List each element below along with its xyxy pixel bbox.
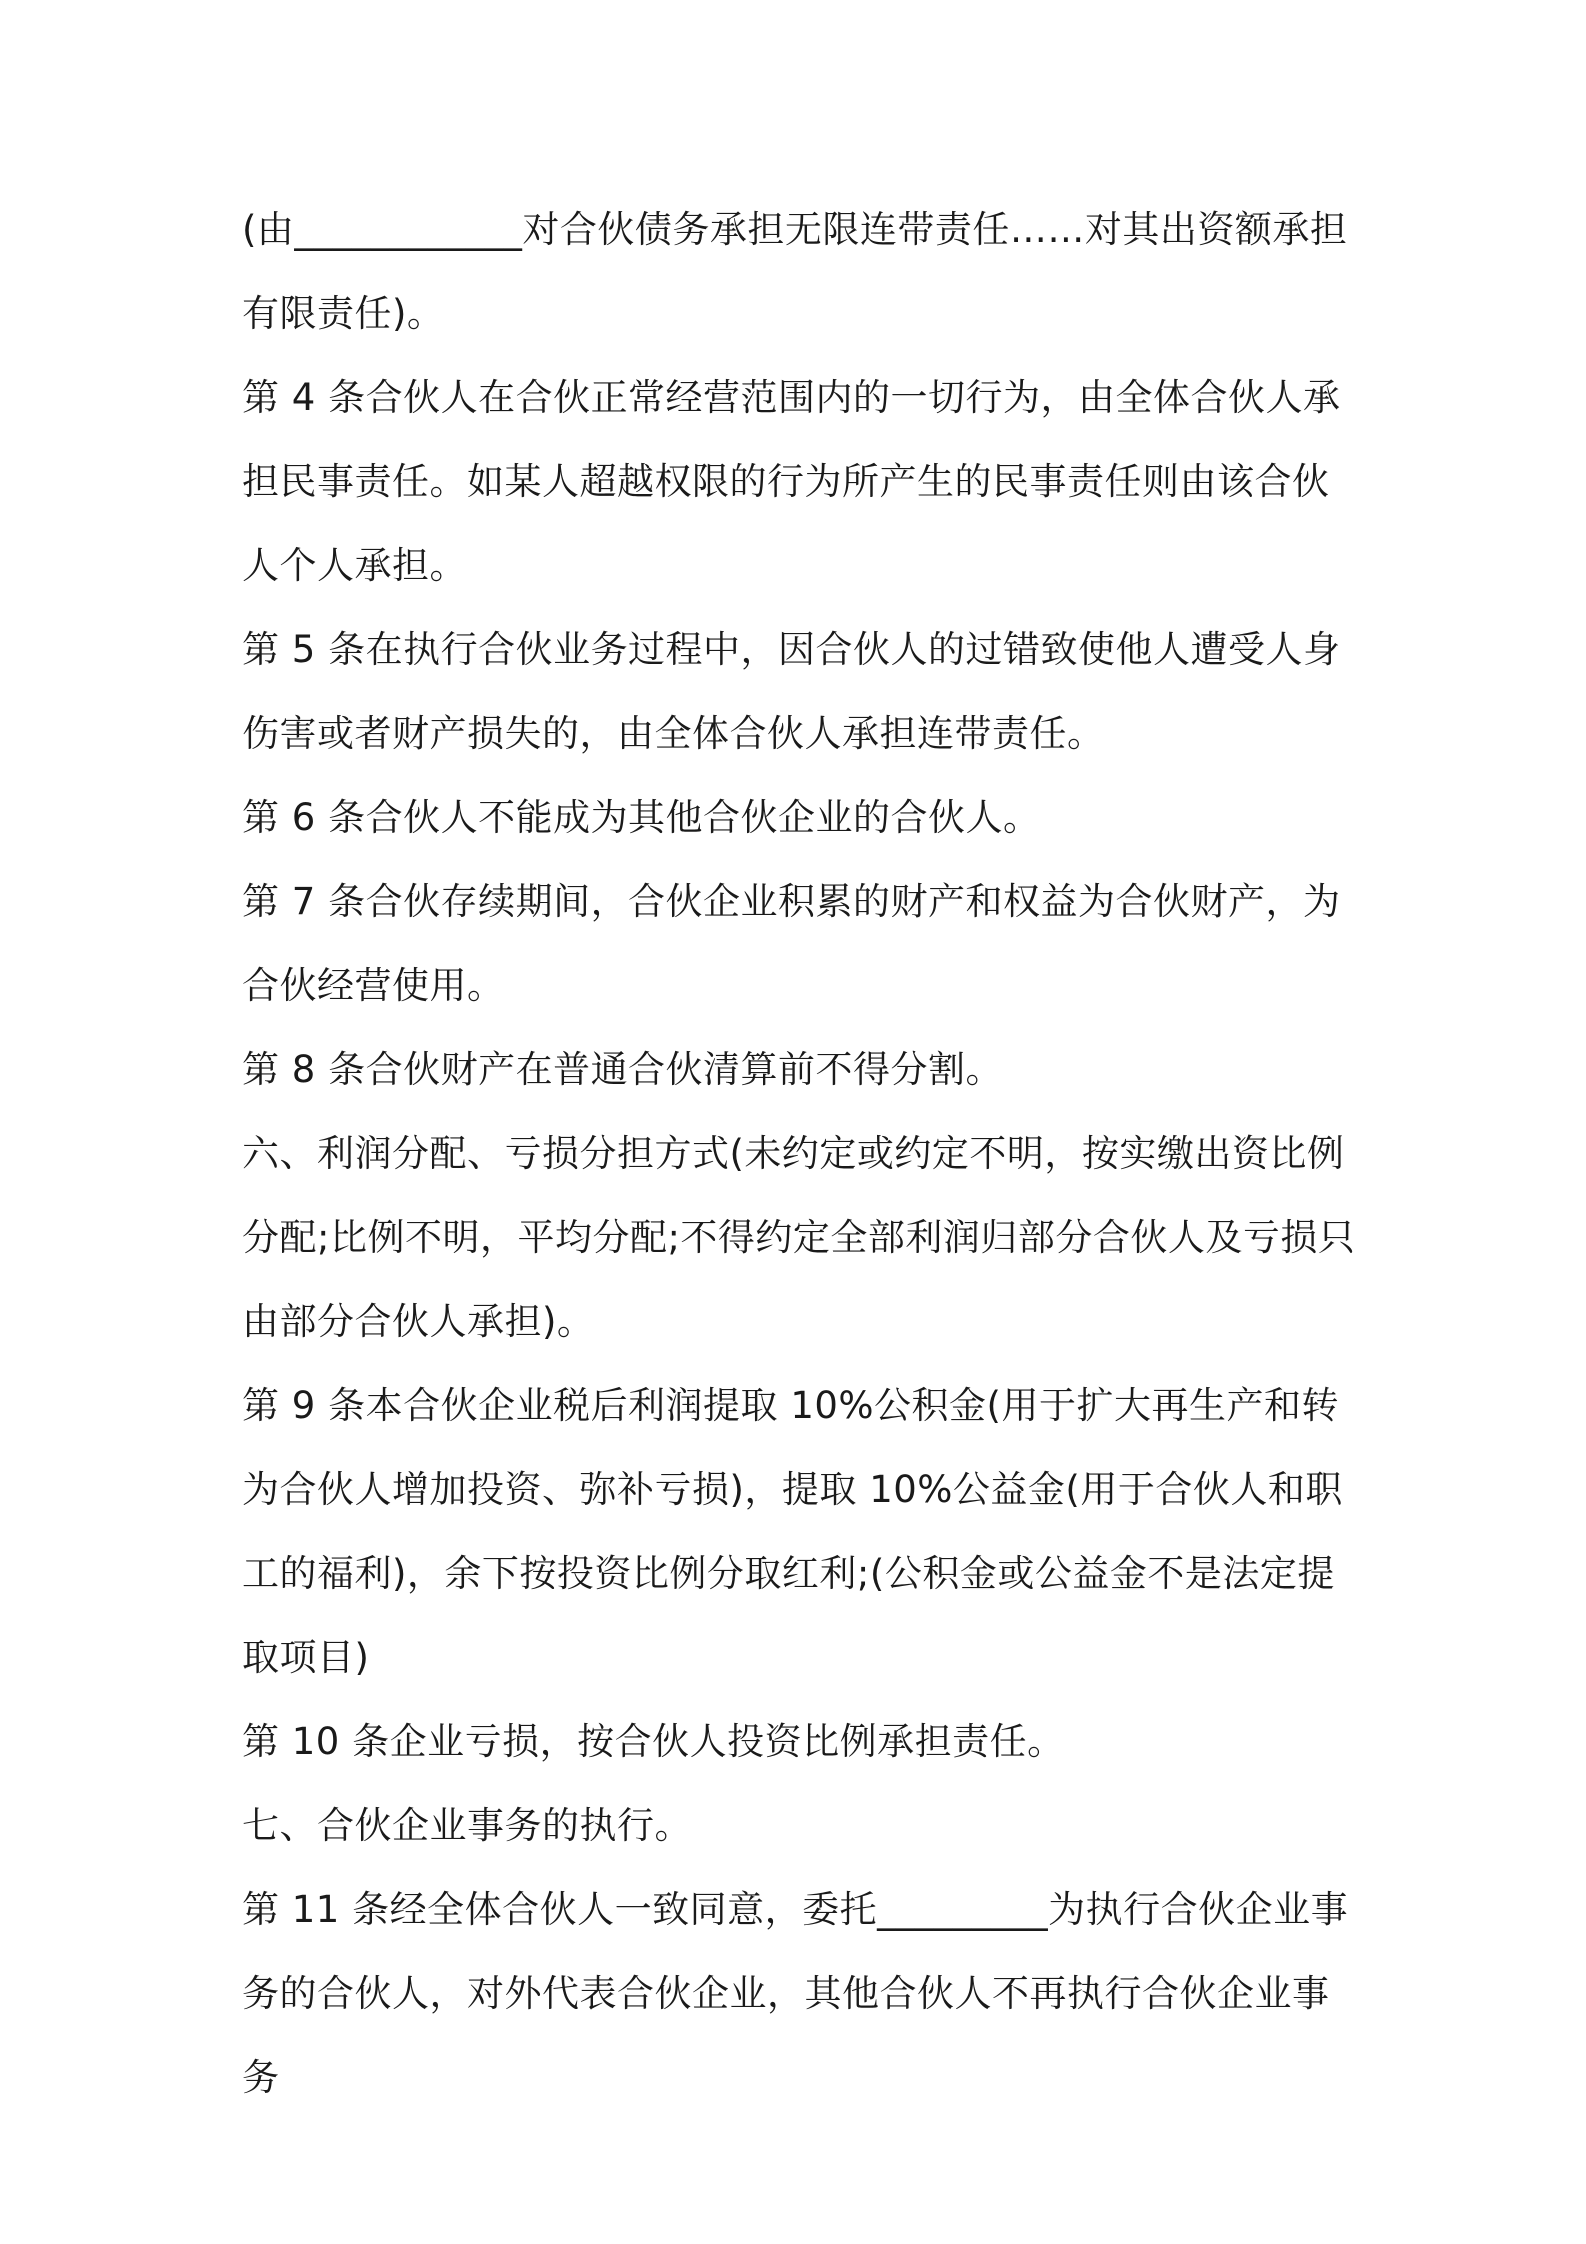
section-heading-affairs-execution: 七、合伙企业事务的执行。	[242, 1804, 692, 1847]
paragraph-article-4: 第 4 条合伙人在合伙正常经营范围内的一切行为，由全体合伙人承担民事责任。如某人超越权限的行为所产生的民事责任则由该合伙人个人承担。	[242, 376, 1341, 587]
paragraph-article-6: 第 6 条合伙人不能成为其他合伙企业的合伙人。	[242, 796, 1041, 839]
document-body	[242, 188, 1362, 2120]
paragraph-liability-clause: (由____________对合伙债务承担无限连带责任……对其出资额承担有限责任)。	[242, 208, 1348, 335]
paragraph-article-7: 第 7 条合伙存续期间，合伙企业积累的财产和权益为合伙财产，为合伙经营使用。	[242, 880, 1341, 1007]
paragraph-article-11: 第 11 条经全体合伙人一致同意，委托_________为执行合伙企业事务的合伙人，对外代表合伙企业，其他合伙人不再执行合伙企业事务	[242, 1888, 1349, 2099]
paragraph-article-9: 第 9 条本合伙企业税后利润提取 10%公积金(用于扩大再生产和转为合伙人增加投资、弥补亏损)，提取 10%公益金(用于合伙人和职工的福利)，余下按投资比例分取红利;(公积金或公益金不是法定提取项目)	[242, 1384, 1343, 1679]
paragraph-article-8: 第 8 条合伙财产在普通合伙清算前不得分割。	[242, 1048, 1004, 1091]
paragraph-article-10: 第 10 条企业亏损，按合伙人投资比例承担责任。	[242, 1720, 1065, 1763]
paragraph-article-5: 第 5 条在执行合伙业务过程中，因合伙人的过错致使他人遭受人身伤害或者财产损失的，由全体合伙人承担连带责任。	[242, 628, 1341, 755]
section-heading-profit-distribution: 六、利润分配、亏损分担方式(未约定或约定不明，按实缴出资比例分配;比例不明，平均分配;不得约定全部利润归部分合伙人及亏损只由部分合伙人承担)。	[242, 1132, 1356, 1343]
